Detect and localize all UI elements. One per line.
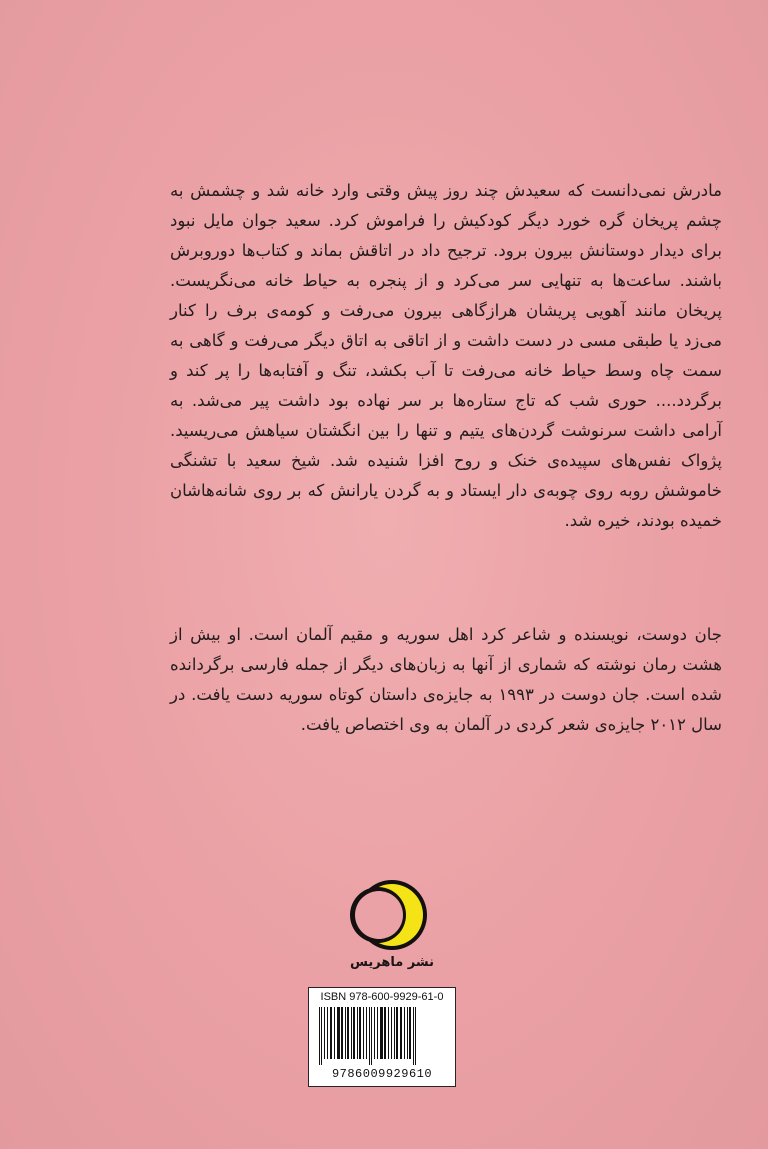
barcode-bar bbox=[347, 1007, 349, 1059]
barcode-bars bbox=[317, 1007, 447, 1065]
barcode-bar bbox=[374, 1007, 375, 1059]
barcode-bar bbox=[413, 1007, 414, 1065]
barcode-bar bbox=[324, 1007, 325, 1059]
barcode-bar bbox=[337, 1007, 340, 1059]
barcode-bar bbox=[371, 1007, 372, 1065]
barcode-bar bbox=[357, 1007, 358, 1059]
barcode-bar bbox=[334, 1007, 335, 1059]
barcode-bar bbox=[341, 1007, 343, 1059]
barcode-bar bbox=[415, 1007, 416, 1065]
barcode-bar bbox=[366, 1007, 367, 1059]
barcode-bar bbox=[327, 1007, 328, 1059]
barcode-digits: 9786009929610 bbox=[331, 1067, 433, 1081]
barcode-bar bbox=[377, 1007, 378, 1059]
barcode-bar bbox=[394, 1007, 395, 1059]
barcode-bar bbox=[359, 1007, 361, 1059]
isbn-label: ISBN 978-600-9929-61-0 bbox=[320, 991, 444, 1003]
barcode-bar bbox=[391, 1007, 392, 1059]
barcode-bar bbox=[319, 1007, 320, 1065]
isbn-barcode bbox=[308, 987, 456, 1087]
barcode-bar bbox=[330, 1007, 332, 1059]
barcode-bar bbox=[351, 1007, 352, 1059]
barcode-bar bbox=[380, 1007, 383, 1059]
barcode-bar bbox=[369, 1007, 370, 1065]
publisher-name: نشر ماهریس bbox=[349, 955, 434, 970]
barcode-bar bbox=[396, 1007, 398, 1059]
barcode-bar bbox=[388, 1007, 389, 1059]
back-cover-synopsis: مادرش نمی‌دانست که سعیدش چند روز پیش وقتی وارد خانه شد و چشمش به چشم پریخان گره خورد دیگر کودکیش را فراموش کرد. سعید جوان مایل نبود برای دیدار دوستانش بیرون برود. ترجیح داد در اتاقش بماند و کتاب‌ها دوروبرش باشند. ساعت‌ها به تنهایی سر می‌کرد و از پنجره به حیاط خانه می‌نگریست. پریخان مانند آهویی پریشان هرازگاهی بیرون می‌رفت و کومه‌ی برف را کنار می‌زد یا طبقی مسی در دست داشت و از اتاقی به اتاق دیگر می‌رفت و گاهی به سمت چاه وسط حیاط خانه می‌رفت تا آب بکشد، تنگ و آفتابه‌ها را پر کند و برگردد.... حوری شب که تاج ستاره‌ها بر سر نهاده بود داشت پیر می‌شد. به آرامی داشت سرنوشت گردن‌های یتیم و تنها را بین انگشتان سیاهش می‌ریسید. پژواک نفس‌های سپیده‌ی خنک و روح افزا شنیده شد. شیخ سعید با تشنگی خاموشش روبه روی چوبه‌ی دار ایستاد و به گردن یارانش که بر روی شانه‌هاشان خمیده بودند، خیره شد. bbox=[170, 181, 722, 530]
author-bio: جان دوست، نویسنده و شاعر کرد اهل سوریه و مقیم آلمان است. او بیش از هشت رمان نوشته که شماری از آنها به زبان‌های دیگر از جمله فارسی برگردانده شده است. جان دوست در ۱۹۹۳ به جایزه‌ی داستان کوتاه سوریه دست یافت. در سال ۲۰۱۲ جایزه‌ی شعر کردی در آلمان به وی اختصاص یافت. bbox=[170, 625, 722, 734]
barcode-bar bbox=[345, 1007, 346, 1059]
barcode-bar bbox=[400, 1007, 402, 1059]
barcode-bar bbox=[321, 1007, 322, 1065]
barcode-bar bbox=[407, 1007, 408, 1059]
barcode-bar bbox=[353, 1007, 355, 1059]
publisher-logo bbox=[346, 877, 438, 977]
crescent-moon-icon bbox=[346, 877, 438, 957]
barcode-bar bbox=[384, 1007, 386, 1059]
barcode-bar bbox=[363, 1007, 364, 1059]
barcode-bar bbox=[404, 1007, 405, 1059]
barcode-bar bbox=[409, 1007, 411, 1059]
